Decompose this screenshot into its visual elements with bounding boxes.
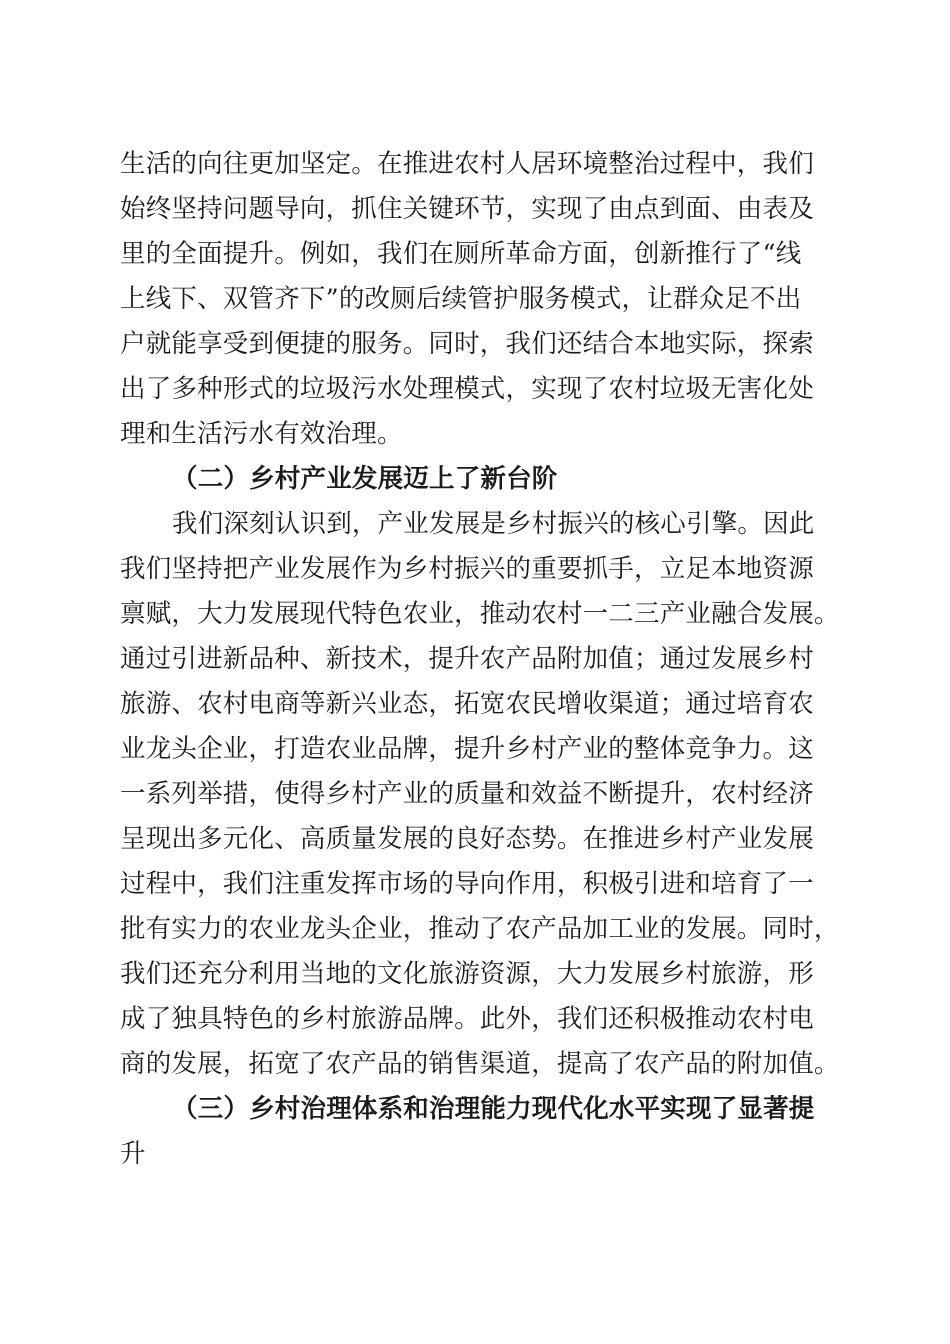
paragraph-line: 呈现出多元化、高质量发展的良好态势。在推进乡村产业发展 bbox=[120, 824, 814, 854]
paragraph-first-line: 我们深刻认识到，产业发展是乡村振兴的核心引擎。因此 bbox=[172, 509, 815, 539]
paragraph-line: 通过引进新品种、新技术，提升农产品附加值；通过发展乡村 bbox=[120, 644, 814, 674]
paragraph-line: 理和生活污水有效治理。 bbox=[120, 419, 403, 449]
paragraph-line: 一系列举措，使得乡村产业的质量和效益不断提升，农村经济 bbox=[120, 779, 814, 809]
section-heading-3-continuation: 升 bbox=[120, 1139, 146, 1169]
paragraph-line: 里的全面提升。例如，我们在厕所革命方面，创新推行了“线 bbox=[120, 239, 802, 269]
paragraph-line: 禀赋，大力发展现代特色农业，推动农村一二三产业融合发展。 bbox=[120, 599, 840, 629]
document-body bbox=[120, 142, 840, 1177]
paragraph-line: 业龙头企业，打造农业品牌，提升乡村产业的整体竞争力。这 bbox=[120, 734, 814, 764]
paragraph-line: 过程中，我们注重发挥市场的导向作用，积极引进和培育了一 bbox=[120, 869, 814, 899]
paragraph-line: 户就能享受到便捷的服务。同时，我们还结合本地实际，探索 bbox=[120, 329, 814, 359]
paragraph-line: 批有实力的农业龙头企业，推动了农产品加工业的发展。同时， bbox=[120, 914, 840, 944]
section-heading-3: （三）乡村治理体系和治理能力现代化水平实现了显著提 bbox=[172, 1094, 815, 1124]
paragraph-line: 生活的向往更加坚定。在推进农村人居环境整治过程中，我们 bbox=[120, 149, 814, 179]
paragraph-line: 我们还充分利用当地的文化旅游资源，大力发展乡村旅游，形 bbox=[120, 959, 814, 989]
paragraph-line: 旅游、农村电商等新兴业态，拓宽农民增收渠道；通过培育农 bbox=[120, 689, 814, 719]
paragraph-line: 我们坚持把产业发展作为乡村振兴的重要抓手，立足本地资源 bbox=[120, 554, 814, 584]
paragraph-line: 出了多种形式的垃圾污水处理模式，实现了农村垃圾无害化处 bbox=[120, 374, 814, 404]
paragraph-line: 始终坚持问题导向，抓住关键环节，实现了由点到面、由表及 bbox=[120, 194, 814, 224]
paragraph-line: 上线下、双管齐下”的改厕后续管护服务模式，让群众足不出 bbox=[120, 284, 802, 314]
paragraph-line: 商的发展，拓宽了农产品的销售渠道，提高了农产品的附加值。 bbox=[120, 1049, 840, 1079]
paragraph-line: 成了独具特色的乡村旅游品牌。此外，我们还积极推动农村电 bbox=[120, 1004, 814, 1034]
section-heading-2: （二）乡村产业发展迈上了新台阶 bbox=[172, 464, 558, 494]
